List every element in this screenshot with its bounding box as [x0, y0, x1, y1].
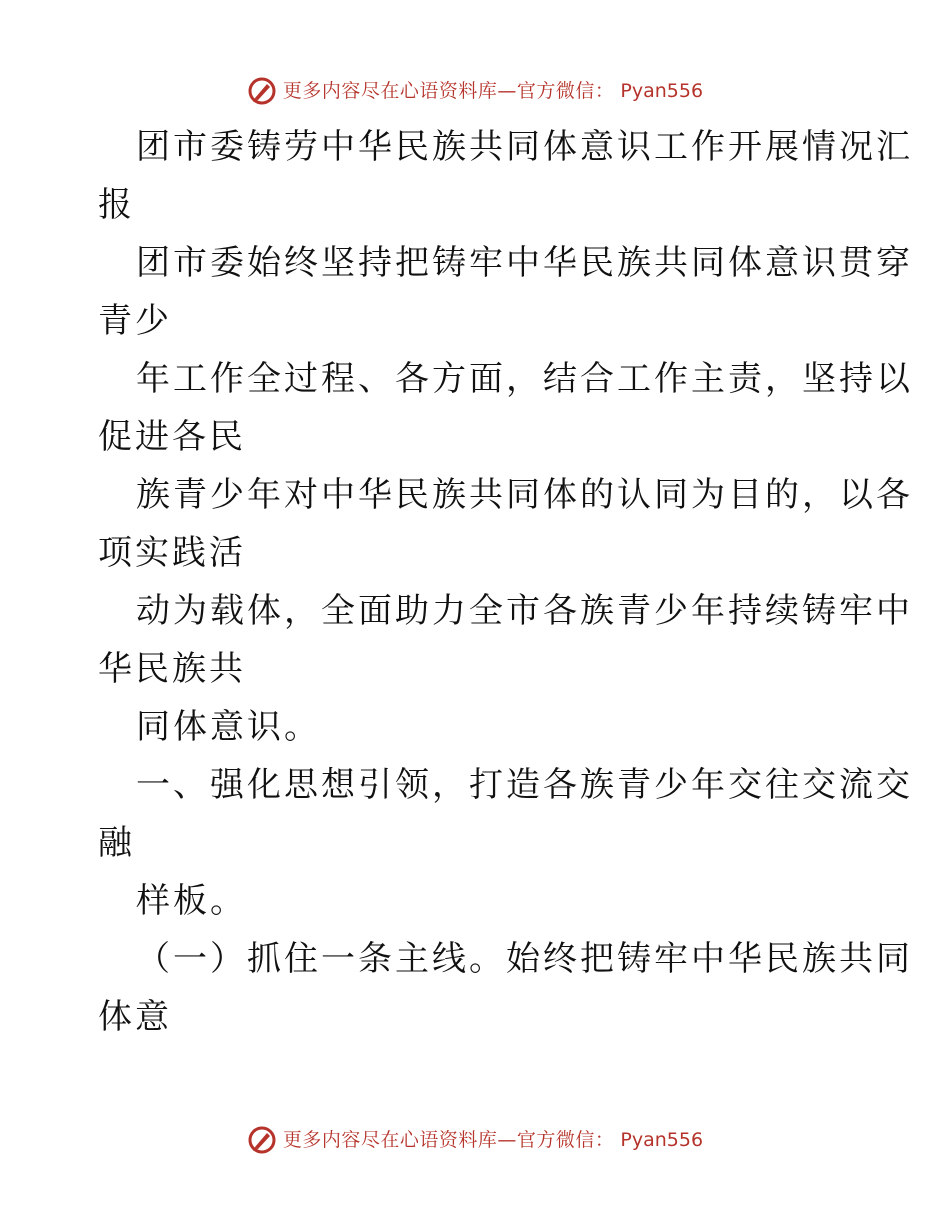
header-banner-text: 更多内容尽在心语资料库—官方微信：: [282, 80, 615, 102]
pen-logo-icon: [247, 1125, 277, 1155]
header-wechat-id: Pyan556: [620, 80, 704, 102]
document-body: [98, 118, 913, 1046]
section-heading-line: 样板。: [136, 881, 247, 921]
pen-logo-icon: [247, 76, 277, 106]
footer-banner-text: 更多内容尽在心语资料库—官方微信：: [282, 1129, 615, 1151]
footer-banner: [0, 1123, 950, 1157]
title-line-1: 团市委铸劳中华民族共同体意识工作开展情况汇: [136, 127, 913, 167]
paragraph-line: 华民族共: [98, 649, 246, 689]
header-banner: [0, 74, 950, 108]
footer-wechat-id: Pyan556: [620, 1129, 704, 1151]
paragraph-line: 青少: [98, 301, 172, 341]
paragraph-line: 同体意识。: [136, 707, 321, 747]
subsection-line: （一）抓住一条主线。始终把铸牢中华民族共同: [136, 939, 913, 979]
paragraph-line: 促进各民: [98, 417, 246, 457]
section-heading-line: 一、强化思想引领，打造各族青少年交往交流交: [136, 765, 913, 805]
paragraph-line: 项实践活: [98, 533, 246, 573]
paragraph-line: 动为载体，全面助力全市各族青少年持续铸牢中: [136, 591, 913, 631]
title-line-2: 报: [98, 185, 135, 225]
subsection-line: 体意: [98, 997, 172, 1037]
paragraph-line: 团市委始终坚持把铸牢中华民族共同体意识贯穿: [136, 243, 913, 283]
section-heading-line: 融: [98, 823, 135, 863]
paragraph-line: 族青少年对中华民族共同体的认同为目的，以各: [136, 475, 913, 515]
paragraph-line: 年工作全过程、各方面，结合工作主责，坚持以: [136, 359, 913, 399]
